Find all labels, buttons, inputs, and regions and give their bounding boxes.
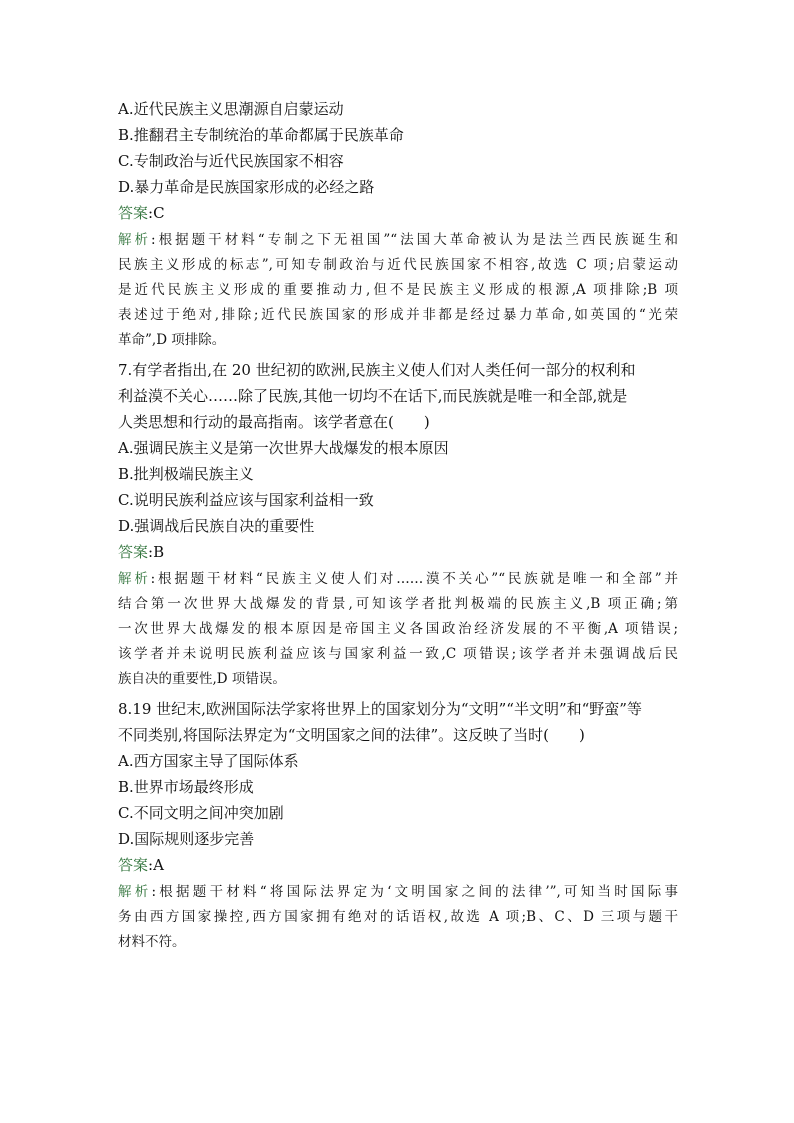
question-8 — [118, 696, 678, 955]
option-a: A.西方国家主导了国际体系 — [118, 752, 299, 770]
answer-label: 答案 — [118, 204, 149, 222]
option-d: D.暴力革命是民族国家形成的必经之路 — [118, 178, 375, 196]
explanation-line: 是近代民族主义形成的重要推动力,但不是民族主义形成的根源,A 项排除;B 项 — [118, 282, 678, 298]
answer-label: 答案 — [118, 856, 149, 874]
explanation — [118, 567, 678, 692]
answer-value: :A — [148, 856, 164, 874]
answer-label: 答案 — [118, 543, 149, 561]
option-d: D.强调战后民族自决的重要性 — [118, 517, 315, 535]
question-stem-line: 7.有学者指出,在 20 世纪初的欧洲,民族主义使人们对人类任何一部分的权利和 — [118, 361, 636, 379]
explanation-line — [118, 228, 678, 253]
explanation-line: 结合第一次世界大战爆发的背景,可知该学者批判极端的民族主义,B 项正确;第 — [118, 596, 678, 612]
explanation-text: :根据题干材料“民族主义使人们对……漠不关心”“民族就是唯一和全部”并 — [150, 571, 678, 587]
option-a: A.近代民族主义思潮源自启蒙运动 — [118, 100, 344, 118]
explanation-line: 该学者并未说明民族利益应该与国家利益一致,C 项错误;该学者并未强调战后民 — [118, 646, 678, 662]
explanation-line: 族自决的重要性,D 项错误。 — [118, 671, 286, 687]
explanation-label: 解析 — [118, 571, 151, 587]
explanation-line: 民族主义形成的标志”,可知专制政治与近代民族国家不相容,故选 C 项;启蒙运动 — [118, 257, 678, 273]
answer-value: :C — [148, 204, 165, 222]
option-d: D.国际规则逐步完善 — [118, 830, 255, 848]
question-stem-line: 不同类别,将国际法界定为“文明国家之间的法律”。这反映了当时( ) — [118, 726, 585, 744]
explanation-line — [118, 880, 678, 905]
explanation-line: 材料不符。 — [118, 934, 186, 950]
option-b: B.推翻君主专制统治的革命都属于民族革命 — [118, 126, 404, 144]
explanation-label: 解析 — [118, 884, 152, 900]
question-stem-line: 8.19 世纪末,欧洲国际法学家将世界上的国家划分为“文明”“半文明”和“野蛮”等 — [118, 700, 642, 718]
answer — [118, 200, 678, 226]
explanation-text: :根据题干材料“专制之下无祖国”“法国大革命被认为是法兰西民族诞生和 — [151, 232, 678, 248]
answer — [118, 852, 678, 878]
explanation-line: 革命”,D 项排除。 — [118, 332, 226, 348]
option-b: B.世界市场最终形成 — [118, 778, 254, 796]
explanation — [118, 228, 678, 353]
option-c: C.不同文明之间冲突加剧 — [118, 804, 284, 822]
explanation — [118, 880, 678, 955]
explanation-line: 一次世界大战爆发的根本原因是帝国主义各国政治经济发展的不平衡,A 项错误; — [118, 621, 678, 637]
question-stem-line: 人类思想和行动的最高指南。该学者意在( ) — [118, 413, 430, 431]
explanation-line: 务由西方国家操控,西方国家拥有绝对的话语权,故选 A 项;B、C、D 三项与题干 — [118, 909, 678, 925]
question-6 — [118, 96, 678, 353]
option-c: C.专制政治与近代民族国家不相容 — [118, 152, 344, 170]
question-stem-line: 利益漠不关心……除了民族,其他一切均不在话下,而民族就是唯一和全部,就是 — [118, 387, 628, 405]
explanation-text: :根据题干材料“将国际法界定为‘文明国家之间的法律’”,可知当时国际事 — [151, 884, 678, 900]
document-content — [118, 96, 678, 959]
explanation-label: 解析 — [118, 232, 152, 248]
answer — [118, 539, 678, 565]
explanation-line: 表述过于绝对,排除;近代民族国家的形成并非都是经过暴力革命,如英国的“光荣 — [118, 307, 678, 323]
answer-value: :B — [148, 543, 165, 561]
option-b: B.批判极端民族主义 — [118, 465, 254, 483]
explanation-line — [118, 567, 678, 592]
option-c: C.说明民族利益应该与国家利益相一致 — [118, 491, 374, 509]
question-7 — [118, 357, 678, 692]
option-a: A.强调民族主义是第一次世界大战爆发的根本原因 — [118, 439, 449, 457]
